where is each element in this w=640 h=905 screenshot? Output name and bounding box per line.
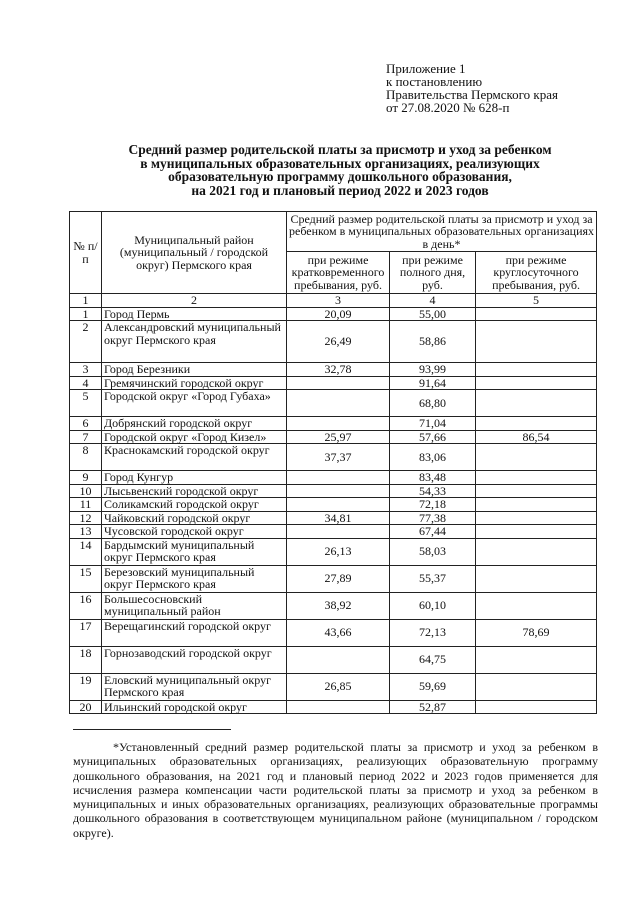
table-row xyxy=(70,376,597,390)
row-short-stay-fee xyxy=(287,498,390,512)
footnote-divider xyxy=(73,729,231,730)
row-district-name: Березовский муниципальный округ Пермского края xyxy=(102,565,287,592)
row-short-stay-fee xyxy=(287,376,390,390)
row-round-the-clock-fee xyxy=(476,498,597,512)
row-short-stay-fee: 34,81 xyxy=(287,511,390,525)
title-line: в муниципальных образовательных организациях, реализующих xyxy=(140,155,540,171)
row-full-day-fee: 64,75 xyxy=(390,646,476,673)
row-round-the-clock-fee xyxy=(476,444,597,471)
column-index: 1 xyxy=(70,294,102,308)
row-district-name: Городской округ «Город Кизел» xyxy=(102,430,287,444)
table-row xyxy=(70,511,597,525)
row-short-stay-fee: 25,97 xyxy=(287,430,390,444)
table-row xyxy=(70,498,597,512)
row-number: 13 xyxy=(70,525,102,539)
row-district-name: Александровский муниципальный округ Пермского края xyxy=(102,321,287,363)
row-full-day-fee: 77,38 xyxy=(390,511,476,525)
row-full-day-fee: 60,10 xyxy=(390,592,476,619)
row-short-stay-fee xyxy=(287,417,390,431)
header-number: № п/п xyxy=(70,212,102,294)
table-row xyxy=(70,430,597,444)
header-full-day: при режиме полного дня, руб. xyxy=(390,252,476,294)
row-round-the-clock-fee xyxy=(476,700,597,714)
row-full-day-fee: 67,44 xyxy=(390,525,476,539)
row-short-stay-fee: 37,37 xyxy=(287,444,390,471)
row-district-name: Лысьвенский городской округ xyxy=(102,484,287,498)
header-district: Муниципальный район (муниципальный / городской округ) Пермского края xyxy=(102,212,287,294)
row-district-name: Город Пермь xyxy=(102,307,287,321)
row-full-day-fee: 93,99 xyxy=(390,363,476,377)
row-full-day-fee: 55,00 xyxy=(390,307,476,321)
row-number: 2 xyxy=(70,321,102,363)
column-index: 2 xyxy=(102,294,287,308)
table-row xyxy=(70,444,597,471)
row-full-day-fee: 71,04 xyxy=(390,417,476,431)
row-full-day-fee: 91,64 xyxy=(390,376,476,390)
row-short-stay-fee xyxy=(287,484,390,498)
row-full-day-fee: 72,13 xyxy=(390,619,476,646)
row-number: 20 xyxy=(70,700,102,714)
column-index: 5 xyxy=(476,294,597,308)
row-district-name: Чайковский городской округ xyxy=(102,511,287,525)
row-short-stay-fee xyxy=(287,525,390,539)
row-number: 18 xyxy=(70,646,102,673)
row-district-name: Большесосновский муниципальный район xyxy=(102,592,287,619)
row-district-name: Город Березники xyxy=(102,363,287,377)
appendix-line: Правительства Пермского края xyxy=(386,87,558,102)
column-index: 4 xyxy=(390,294,476,308)
row-number: 5 xyxy=(70,390,102,417)
table-row xyxy=(70,321,597,363)
row-number: 8 xyxy=(70,444,102,471)
table-row xyxy=(70,363,597,377)
table-row xyxy=(70,565,597,592)
row-district-name: Ильинский городской округ xyxy=(102,700,287,714)
row-district-name: Городской округ «Город Губаха» xyxy=(102,390,287,417)
row-number: 17 xyxy=(70,619,102,646)
header-short-stay: при режиме кратковременного пребывания, руб. xyxy=(287,252,390,294)
row-full-day-fee: 72,18 xyxy=(390,498,476,512)
row-district-name: Горнозаводский городской округ xyxy=(102,646,287,673)
document-title xyxy=(60,143,620,197)
column-index: 3 xyxy=(287,294,390,308)
table-row xyxy=(70,646,597,673)
row-district-name: Добрянский городской округ xyxy=(102,417,287,431)
column-index-row xyxy=(70,294,597,308)
row-short-stay-fee: 20,09 xyxy=(287,307,390,321)
title-line: образовательную программу дошкольного образования, xyxy=(168,169,512,184)
table-row xyxy=(70,417,597,431)
row-short-stay-fee: 26,85 xyxy=(287,673,390,700)
row-full-day-fee: 59,69 xyxy=(390,673,476,700)
row-round-the-clock-fee xyxy=(476,390,597,417)
row-district-name: Еловский муниципальный округ Пермского края xyxy=(102,673,287,700)
table-row xyxy=(70,471,597,485)
row-round-the-clock-fee xyxy=(476,307,597,321)
table-row xyxy=(70,673,597,700)
row-round-the-clock-fee xyxy=(476,417,597,431)
row-district-name: Верещагинский городской округ xyxy=(102,619,287,646)
table-row xyxy=(70,592,597,619)
row-short-stay-fee xyxy=(287,390,390,417)
row-short-stay-fee: 32,78 xyxy=(287,363,390,377)
row-district-name: Чусовской городской округ xyxy=(102,525,287,539)
row-short-stay-fee xyxy=(287,700,390,714)
row-full-day-fee: 58,86 xyxy=(390,321,476,363)
row-short-stay-fee: 43,66 xyxy=(287,619,390,646)
row-round-the-clock-fee: 78,69 xyxy=(476,619,597,646)
appendix-line: Приложение 1 xyxy=(386,61,466,76)
table-row xyxy=(70,390,597,417)
row-round-the-clock-fee xyxy=(476,592,597,619)
footnote-text: *Установленный средний размер родительской платы за присмотр и уход за ребенком в муниципальных образовательных организациях, реализующих образовательную программу дошкольного образования, на 2021 год и плановый период 2022 и 2023 годов применяется для исчисления размера компенсации части родительской платы за присмотр и уход за ребенком в муниципальных и иных образовательных организациях, реализующих образовательные программы дошкольного образования в соответствующем муниципальном районе (муниципальном / городском округе). xyxy=(73,740,598,840)
row-number: 3 xyxy=(70,363,102,377)
header-round-the-clock: при режиме круглосуточного пребывания, руб. xyxy=(476,252,597,294)
row-full-day-fee: 54,33 xyxy=(390,484,476,498)
row-full-day-fee: 83,48 xyxy=(390,471,476,485)
row-number: 16 xyxy=(70,592,102,619)
table-row xyxy=(70,525,597,539)
row-district-name: Краснокамский городской округ xyxy=(102,444,287,471)
appendix-line: от 27.08.2020 № 628-п xyxy=(386,100,510,115)
row-number: 6 xyxy=(70,417,102,431)
table-row xyxy=(70,619,597,646)
row-round-the-clock-fee xyxy=(476,321,597,363)
row-full-day-fee: 68,80 xyxy=(390,390,476,417)
row-short-stay-fee xyxy=(287,646,390,673)
row-round-the-clock-fee: 86,54 xyxy=(476,430,597,444)
row-full-day-fee: 83,06 xyxy=(390,444,476,471)
row-round-the-clock-fee xyxy=(476,538,597,565)
row-number: 19 xyxy=(70,673,102,700)
fee-table xyxy=(69,211,597,714)
row-district-name: Город Кунгур xyxy=(102,471,287,485)
row-short-stay-fee: 26,49 xyxy=(287,321,390,363)
table-row xyxy=(70,538,597,565)
row-number: 12 xyxy=(70,511,102,525)
row-number: 10 xyxy=(70,484,102,498)
row-short-stay-fee: 38,92 xyxy=(287,592,390,619)
row-district-name: Бардымский муниципальный округ Пермского края xyxy=(102,538,287,565)
row-short-stay-fee: 27,89 xyxy=(287,565,390,592)
row-number: 7 xyxy=(70,430,102,444)
appendix-block xyxy=(386,62,626,114)
header-fee-group: Средний размер родительской платы за присмотр и уход за ребенком в муниципальных образовательных организациях в день* xyxy=(287,212,597,252)
appendix-line: к постановлению xyxy=(386,74,483,89)
row-round-the-clock-fee xyxy=(476,511,597,525)
row-full-day-fee: 55,37 xyxy=(390,565,476,592)
row-short-stay-fee: 26,13 xyxy=(287,538,390,565)
row-round-the-clock-fee xyxy=(476,673,597,700)
row-number: 9 xyxy=(70,471,102,485)
table-row xyxy=(70,700,597,714)
row-full-day-fee: 52,87 xyxy=(390,700,476,714)
row-full-day-fee: 57,66 xyxy=(390,430,476,444)
row-round-the-clock-fee xyxy=(476,471,597,485)
row-district-name: Гремячинский городской округ xyxy=(102,376,287,390)
title-line: Средний размер родительской платы за присмотр и уход за ребенком xyxy=(128,142,552,157)
row-round-the-clock-fee xyxy=(476,565,597,592)
row-number: 15 xyxy=(70,565,102,592)
row-round-the-clock-fee xyxy=(476,646,597,673)
row-number: 14 xyxy=(70,538,102,565)
table-row xyxy=(70,484,597,498)
row-number: 1 xyxy=(70,307,102,321)
table-row xyxy=(70,307,597,321)
row-round-the-clock-fee xyxy=(476,363,597,377)
fee-table-body xyxy=(70,294,597,714)
row-district-name: Соликамский городской округ xyxy=(102,498,287,512)
row-number: 4 xyxy=(70,376,102,390)
row-round-the-clock-fee xyxy=(476,376,597,390)
row-round-the-clock-fee xyxy=(476,525,597,539)
row-full-day-fee: 58,03 xyxy=(390,538,476,565)
row-short-stay-fee xyxy=(287,471,390,485)
title-line: на 2021 год и плановый период 2022 и 2023 годов xyxy=(191,182,489,198)
row-round-the-clock-fee xyxy=(476,484,597,498)
row-number: 11 xyxy=(70,498,102,512)
